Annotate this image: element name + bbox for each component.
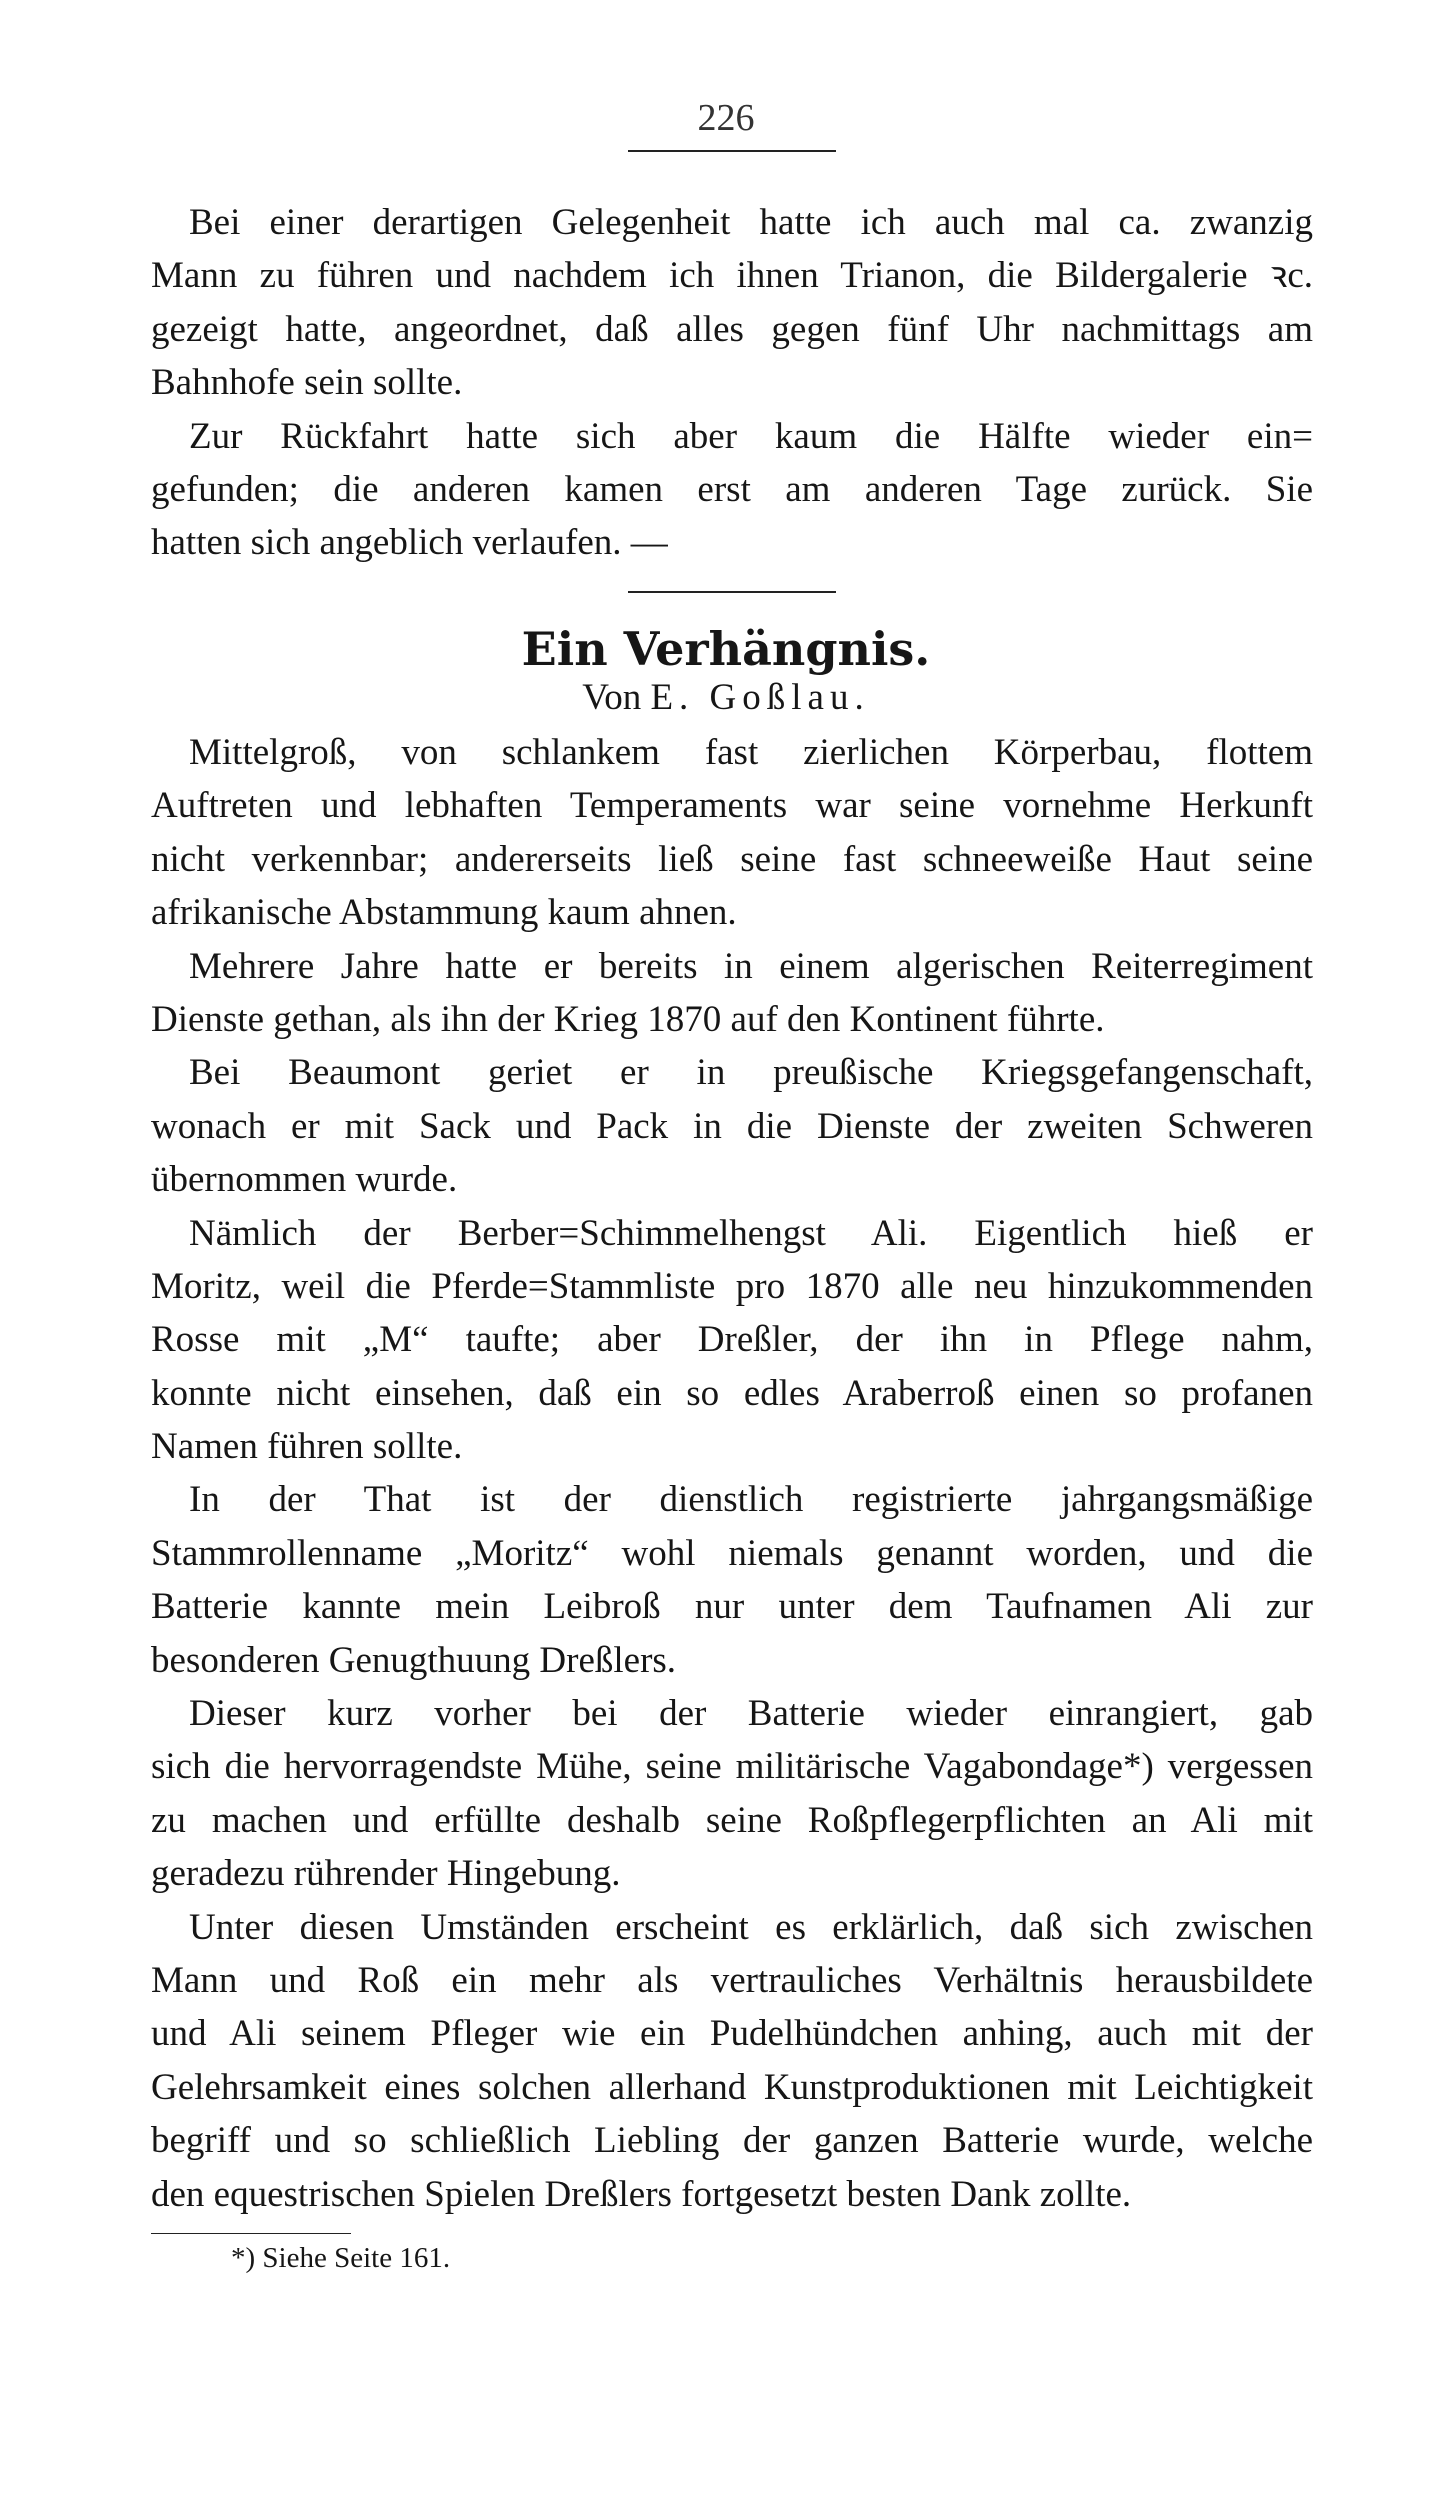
- page-number: 226: [697, 97, 755, 139]
- text-line: hatten sich angeblich verlaufen. —: [151, 522, 668, 564]
- text-line: Mehrere Jahre hatte er bereits in einem algerischen Reiterregiment: [189, 945, 1313, 987]
- paragraph: [151, 196, 1313, 410]
- text-line: Nämlich der Berber=Schimmelhengst Ali. Eigentlich hieß er: [189, 1212, 1313, 1254]
- text-line: wonach er mit Sack und Pack in die Dienste der zweiten Schweren: [151, 1105, 1313, 1147]
- text-line: Dienste gethan, als ihn der Krieg 1870 auf den Kontinent führte.: [151, 998, 1105, 1040]
- footnote: *) Siehe Seite 161.: [231, 2242, 451, 2274]
- paragraph: [151, 1687, 1313, 1901]
- text-line: Bahnhofe sein sollte.: [151, 362, 463, 404]
- text-line: gezeigt hatte, angeordnet, daß alles gegen fünf Uhr nachmittags am: [151, 308, 1313, 350]
- footnote-rule: [151, 2233, 351, 2234]
- paragraph: [151, 940, 1313, 1047]
- text-line: sich die hervorragendste Mühe, seine militärische Vagabondage*) vergessen: [151, 1746, 1313, 1788]
- text-line: Namen führen sollte.: [151, 1426, 463, 1468]
- header-rule: [628, 150, 836, 152]
- story-body: [151, 726, 1313, 2221]
- text-line: Mittelgroß, von schlankem fast zierlichen Körperbau, flottem: [189, 732, 1313, 773]
- section-divider: [628, 591, 836, 593]
- text-line: afrikanische Abstammung kaum ahnen.: [151, 892, 737, 934]
- text-line: Gelehrsamkeit eines solchen allerhand Kunstproduktionen mit Leichtigkeit: [151, 2066, 1313, 2108]
- text-line: Mann zu führen und nachdem ich ihnen Trianon, die Bildergalerie ꝛc.: [151, 255, 1313, 297]
- byline-prefix: Von: [582, 677, 642, 718]
- text-line: Unter diesen Umständen erscheint es erklärlich, daß sich zwischen: [189, 1906, 1313, 1948]
- text-line: nicht verkennbar; andererseits ließ seine fast schneeweiße Haut seine: [151, 838, 1313, 880]
- text-line: Stammrollenname „Moritz“ wohl niemals genannt worden, und die: [151, 1532, 1313, 1574]
- paragraph: [151, 1473, 1313, 1687]
- text-line: begriff und so schließlich Liebling der ganzen Batterie wurde, welche: [151, 2120, 1313, 2162]
- paragraph: [151, 1207, 1313, 1474]
- text-line: Moritz, weil die Pferde=Stammliste pro 1870 alle neu hinzukommenden: [151, 1265, 1313, 1307]
- paragraph: [151, 410, 1313, 570]
- previous-story-ending: [151, 196, 1313, 570]
- text-line: In der That ist der dienstlich registrierte jahrgangsmäßige: [189, 1479, 1313, 1521]
- text-line: Mann und Roß ein mehr als vertrauliches Verhältnis herausbildete: [151, 1959, 1313, 2001]
- paragraph: [151, 1046, 1313, 1206]
- author-name: E. Goßlau.: [650, 677, 870, 718]
- paragraph: [151, 726, 1313, 940]
- text-line: Bei einer derartigen Gelegenheit hatte ich auch mal ca. zwanzig: [189, 202, 1313, 243]
- text-line: geradezu rührender Hingebung.: [151, 1853, 621, 1895]
- text-line: übernommen wurde.: [151, 1159, 458, 1201]
- text-line: Dieser kurz vorher bei der Batterie wieder einrangiert, gab: [189, 1693, 1313, 1735]
- story-title: Ein Verhängnis.: [521, 622, 931, 676]
- paragraph: [151, 1901, 1313, 2221]
- text-line: konnte nicht einsehen, daß ein so edles Araberroß einen so profanen: [151, 1372, 1313, 1414]
- text-line: zu machen und erfüllte deshalb seine Roßpflegerpflichten an Ali mit: [151, 1799, 1313, 1841]
- text-line: und Ali seinem Pfleger wie ein Pudelhündchen anhing, auch mit der: [151, 2013, 1313, 2055]
- text-line: Batterie kannte mein Leibroß nur unter dem Taufnamen Ali zur: [151, 1586, 1313, 1628]
- text-line: Bei Beaumont geriet er in preußische Kriegsgefangenschaft,: [189, 1052, 1313, 1094]
- text-line: Auftreten und lebhaften Temperaments war seine vornehme Herkunft: [151, 785, 1313, 827]
- text-line: Rosse mit „M“ taufte; aber Dreßler, der ihn in Pflege nahm,: [151, 1319, 1313, 1361]
- story-byline: [0, 676, 1452, 719]
- text-line: Zur Rückfahrt hatte sich aber kaum die Hälfte wieder ein=: [189, 415, 1313, 457]
- text-line: gefunden; die anderen kamen erst am anderen Tage zurück. Sie: [151, 468, 1313, 510]
- text-line: besonderen Genugthuung Dreßlers.: [151, 1639, 677, 1681]
- text-line: den equestrischen Spielen Dreßlers fortgesetzt besten Dank zollte.: [151, 2173, 1132, 2215]
